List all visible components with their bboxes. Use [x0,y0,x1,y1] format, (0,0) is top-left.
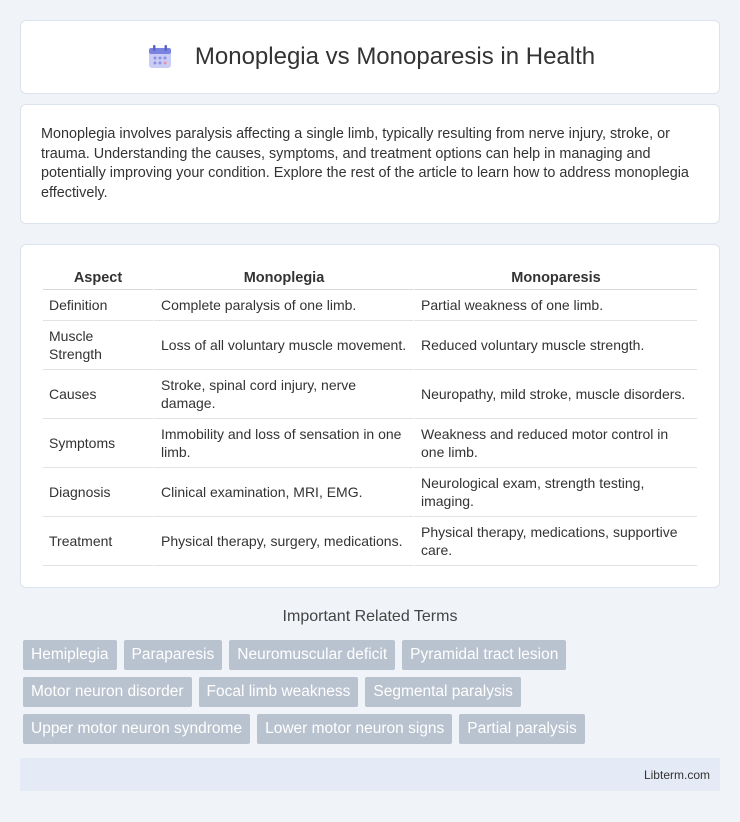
table-cell: Causes [43,370,153,419]
table-row [43,321,697,370]
tag-link[interactable]: Upper motor neuron syndrome [23,714,250,744]
calendar-icon [145,42,175,72]
tag-link[interactable]: Paraparesis [124,640,223,670]
table-cell: Definition [43,290,153,321]
intro-card [20,104,720,224]
table-cell: Physical therapy, surgery, medications. [153,517,413,566]
table-cell: Loss of all voluntary muscle movement. [153,321,413,370]
tag-row [23,640,723,670]
footer-site-link[interactable]: Libterm.com [643,767,710,782]
table-cell: Immobility and loss of sensation in one limb. [153,419,413,468]
tag-link[interactable]: Pyramidal tract lesion [402,640,566,670]
tag-link[interactable]: Lower motor neuron signs [257,714,452,744]
tag-link[interactable]: Segmental paralysis [365,677,521,707]
table-header-row [43,265,697,290]
tag-link[interactable]: Motor neuron disorder [23,677,192,707]
header-monoparesis: Monoparesis [413,265,697,290]
tag-link[interactable]: Hemiplegia [23,640,117,670]
table-row [43,419,697,468]
table-cell: Physical therapy, medications, supportive care. [413,517,697,566]
table-cell: Reduced voluntary muscle strength. [413,321,697,370]
table-row [43,290,697,321]
table-cell: Partial weakness of one limb. [413,290,697,321]
tag-row [23,677,723,707]
comparison-table [43,265,697,566]
tag-link[interactable]: Partial paralysis [459,714,584,744]
table-row [43,370,697,419]
table-cell: Complete paralysis of one limb. [153,290,413,321]
table-row [43,517,697,566]
table-cell: Neurological exam, strength testing, imaging. [413,468,697,517]
table-cell: Symptoms [43,419,153,468]
related-terms-tags [23,640,723,751]
related-terms-title: Important Related Terms [282,608,458,625]
header-aspect: Aspect [43,265,153,290]
table-cell: Neuropathy, mild stroke, muscle disorders. [413,370,697,419]
header-monoplegia: Monoplegia [153,265,413,290]
tag-row [23,714,723,744]
tag-link[interactable]: Neuromuscular deficit [229,640,395,670]
table-cell: Weakness and reduced motor control in one limb. [413,419,697,468]
table-cell: Muscle Strength [43,321,153,370]
table-cell: Treatment [43,517,153,566]
tag-link[interactable]: Focal limb weakness [199,677,359,707]
table-cell: Diagnosis [43,468,153,517]
page-footer [20,758,720,791]
intro-text: Monoplegia involves paralysis affecting a single limb, typically resulting from nerve injury, stroke, or trauma. Understanding the causes, symptoms, and treatment options can help in managing and potentially improving your condition. Explore the rest of the article to learn how to address monoplegia effectively. [41,126,689,201]
page-title: Monoplegia vs Monoparesis in Health [194,43,596,70]
table-cell: Stroke, spinal cord injury, nerve damage. [153,370,413,419]
table-cell: Clinical examination, MRI, EMG. [153,468,413,517]
table-row [43,468,697,517]
comparison-card [20,244,720,588]
page-header [20,20,720,94]
